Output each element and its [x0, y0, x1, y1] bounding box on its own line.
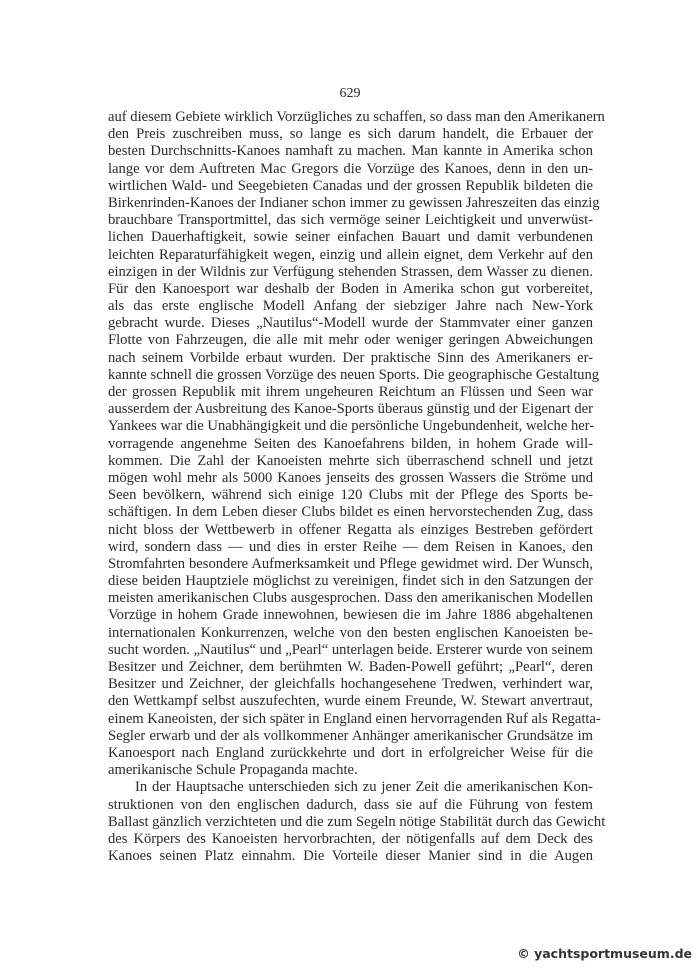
- body-text: [108, 109, 606, 865]
- text-line: Vorzüge in hohem Grade innewohnen, bewiesen die im Jahre 1886 abgehaltenen: [108, 607, 593, 624]
- text-line: brauchbare Transportmittel, das sich vermöge seiner Leichtigkeit und unverwüst-: [108, 212, 593, 229]
- text-line: Stromfahrten besondere Aufmerksamkeit und Pflege gewidmet wird. Der Wunsch,: [108, 555, 593, 572]
- text-line: lichen Dauerhaftigkeit, sowie seiner einfachen Bauart und damit verbundenen: [108, 229, 593, 246]
- text-line: als das erste englische Modell Anfang der siebziger Jahre nach New-York: [108, 298, 593, 315]
- text-line: Seen bevölkern, während sich einige 120 Clubs mit der Pflege des Sports be-: [108, 487, 593, 504]
- text-line: schäftigen. In dem Leben dieser Clubs bildet es einen hervorstechenden Zug, dass: [108, 504, 593, 521]
- text-line: In der Hauptsache unterschieden sich zu jener Zeit die amerikanischen Kon-: [135, 779, 593, 796]
- text-line: lange vor dem Auftreten Mac Gregors die Vorzüge des Kanoes, denn in den un-: [108, 160, 593, 177]
- text-line: nicht bloss der Wettbewerb in offener Regatta als einziges Bestreben gefördert: [108, 521, 593, 538]
- text-line: mögen wohl mehr als 5000 Kanoes jenseits des grossen Wassers die Ströme und: [108, 469, 593, 486]
- text-line: sucht worden. „Nautilus“ und „Pearl“ unterlagen beide. Ersterer wurde von seinem: [108, 641, 593, 658]
- text-line: Besitzer und Zeichner, dem berühmten W. Baden-Powell geführt; „Pearl“, deren: [108, 659, 593, 675]
- text-line: Flotte von Fahrzeugen, die alle mit mehr oder weniger geringen Abweichungen: [108, 332, 593, 349]
- text-line: auf diesem Gebiete wirklich Vorzügliches zu schaffen, so dass man den Amerikanern: [108, 109, 605, 125]
- text-line: meisten amerikanischen Clubs ausgesprochen. Dass den amerikanischen Modellen: [108, 590, 593, 607]
- paragraph: [108, 779, 606, 865]
- text-line: kannte schnell die grossen Vorzüge des neuen Sports. Die geographische Gestaltung: [108, 366, 600, 383]
- text-line: leichten Reparaturfähigkeit wegen, einzig und allein eignet, dem Verkehr auf den: [108, 246, 593, 263]
- watermark: © yachtsportmuseum.de: [517, 946, 692, 961]
- text-line: den Preis zuschreiben muss, so lange es sich darum handelt, die Erbauer der: [108, 126, 593, 143]
- text-line: vorragende angenehme Seiten des Kanoefahrens bilden, in hohem Grade will-: [108, 435, 593, 452]
- text-line: wird, sondern dass — und dies in erster Reihe — dem Reisen in Kanoes, den: [108, 538, 593, 555]
- text-line: kommen. Die Zahl der Kanoeisten mehrte sich überraschend schnell und jetzt: [108, 452, 593, 469]
- page-number: 629: [339, 86, 361, 101]
- text-line: Birkenrinden-Kanoes der Indianer schon immer zu gewissen Jahreszeiten das einzig: [108, 194, 600, 211]
- text-line: amerikanische Schule Propaganda machte.: [108, 762, 358, 779]
- text-line: Segler erwarb und der als vollkommener Anhänger amerikanischer Grundsätze im: [108, 727, 593, 744]
- text-line: Besitzer und Zeichner, der gleichfalls hochangesehene Tredwen, verhindert war,: [108, 676, 593, 693]
- text-line: Kanoesport nach England zurückkehrte und dort in erfolgreicher Weise für die: [108, 744, 593, 761]
- text-line: struktionen von den englischen dadurch, dass sie auf die Führung von festem: [108, 796, 593, 813]
- text-line: den Wettkampf selbst auszufechten, wurde einem Freunde, W. Stewart anvertraut,: [108, 693, 593, 710]
- text-line: gebracht wurde. Dieses „Nautilus“-Modell wurde der Stammvater einer ganzen: [108, 315, 593, 332]
- text-line: wirtlichen Wald- und Seegebieten Canadas und der grossen Republik bildeten die: [108, 177, 593, 194]
- text-line: Kanoes seinen Platz einnahm. Die Vorteile dieser Manier sind in die Augen: [108, 848, 593, 865]
- paragraph: [108, 109, 605, 779]
- text-line: der grossen Republik mit ihrem ungeheuren Reichtum an Flüssen und Seen war: [108, 384, 593, 400]
- text-line: nach seinem Vorbilde erbaut wurden. Der praktische Sinn des Amerikaners er-: [108, 349, 593, 366]
- text-line: einem Kaneoisten, der sich später in England einen hervorragenden Ruf als Regatta-: [108, 710, 601, 727]
- text-line: einzigen in der Wildnis zur Verfügung stehenden Strassen, dem Wasser zu dienen.: [108, 263, 593, 280]
- text-line: Für den Kanoesport war deshalb der Boden in Amerika schon gut vorbereitet,: [108, 280, 593, 297]
- text-line: ausserdem der Ausbreitung des Kanoe-Sports überaus günstig und der Eigenart der: [108, 401, 593, 418]
- text-line: Ballast gänzlich verzichteten und die zum Segeln nötige Stabilität durch das Gewicht: [108, 813, 606, 830]
- text-line: diese beiden Hauptziele möglichst zu vereinigen, findet sich in den Satzungen der: [108, 573, 593, 590]
- text-line: besten Durchschnitts-Kanoes namhaft zu machen. Man kannte in Amerika schon: [108, 143, 593, 160]
- text-line: Yankees war die Unabhängigkeit und die persönliche Ungebundenheit, welche her-: [108, 418, 595, 435]
- text-line: internationalen Konkurrenzen, welche von den besten englischen Kanoeisten be-: [108, 624, 593, 641]
- text-line: des Körpers des Kanoeisten hervorbrachten, der nötigenfalls auf dem Deck des: [108, 830, 593, 847]
